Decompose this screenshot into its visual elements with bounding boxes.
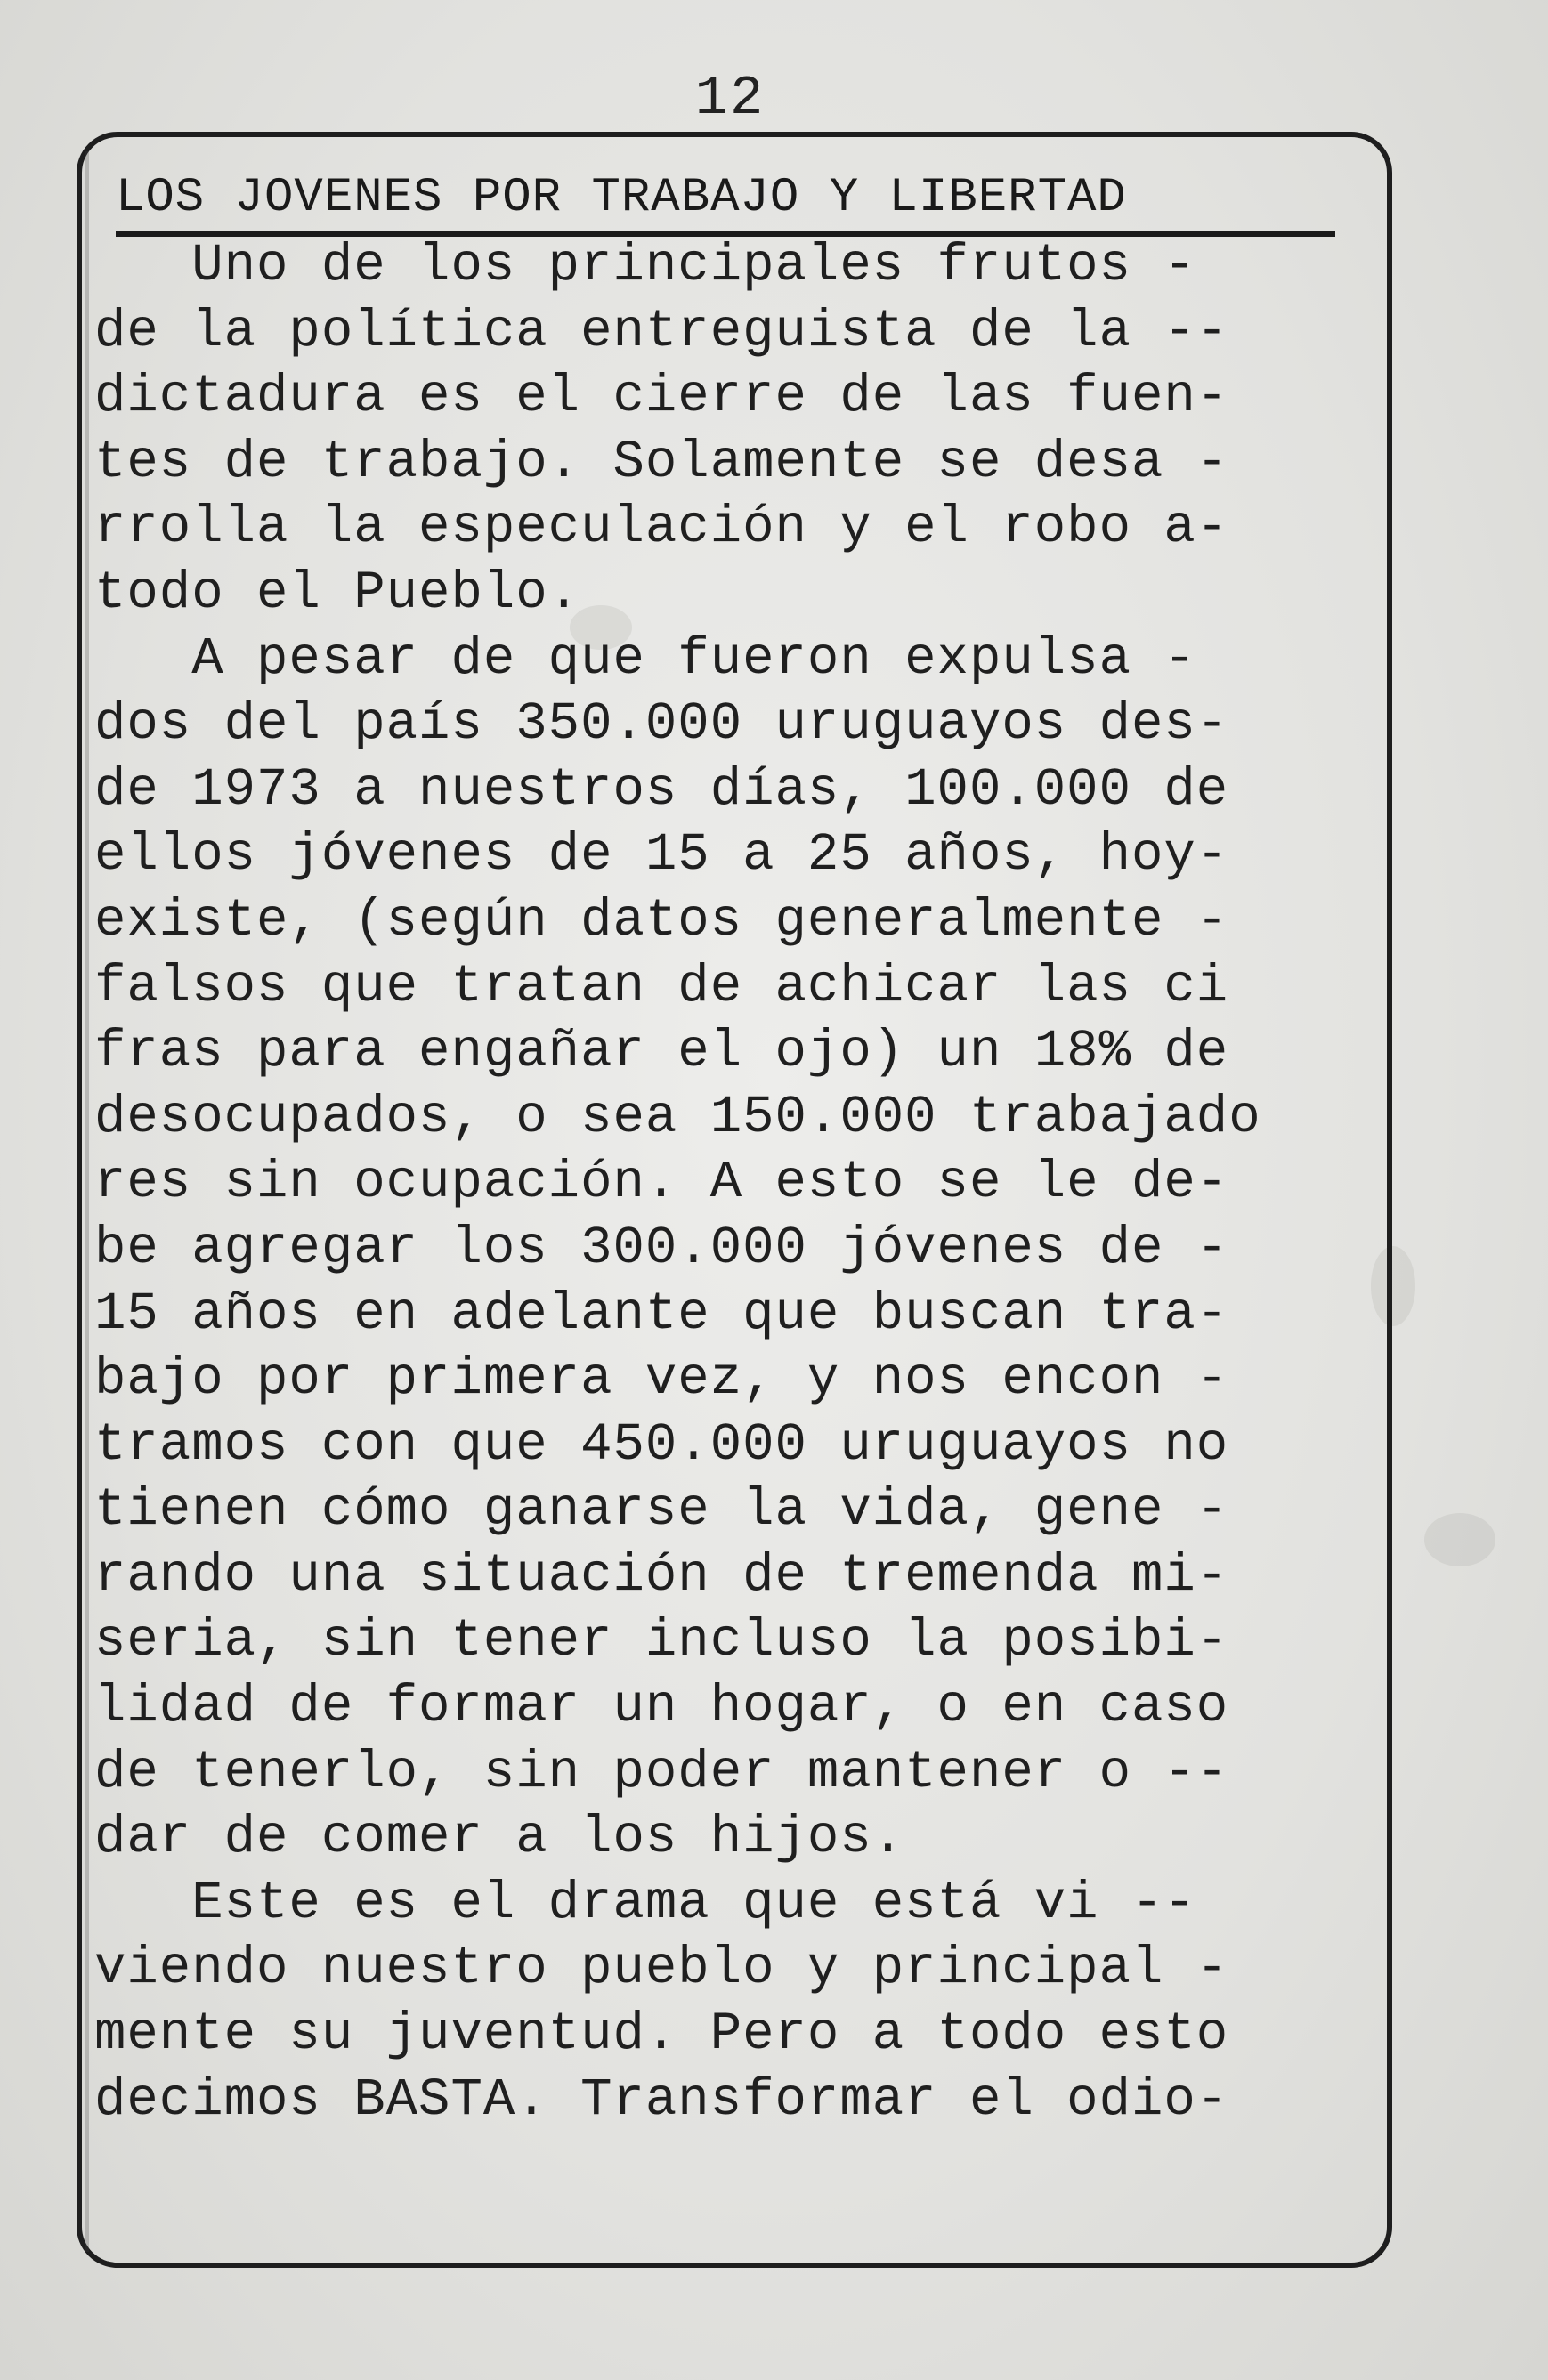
text-line: dar de comer a los hijos. [94,1808,905,1868]
article-body [94,233,1349,2133]
text-line: Este es el drama que está vi -- [94,1873,1196,1933]
text-line: seria, sin tener incluso la posibi- [94,1611,1229,1672]
text-line: A pesar de que fueron expulsa - [94,628,1196,689]
text-line: be agregar los 300.000 jóvenes de - [94,1218,1229,1278]
text-line: rando una situación de tremenda mi- [94,1545,1229,1606]
text-line: existe, (según datos generalmente - [94,890,1229,951]
paper-stain [1424,1513,1495,1566]
text-line: desocupados, o sea 150.000 trabajado [94,1087,1261,1147]
frame-shadow-line [85,151,89,2252]
text-line: de la política entreguista de la -- [94,301,1229,361]
text-line: todo el Pueblo. [94,563,581,623]
text-line: rrolla la especulación y el robo a- [94,498,1229,558]
text-line: Uno de los principales frutos - [94,236,1196,295]
text-line: dictadura es el cierre de las fuen- [94,367,1229,427]
text-line: ellos jóvenes de 15 a 25 años, hoy- [94,825,1229,886]
text-line: bajo por primera vez, y nos encon - [94,1349,1229,1410]
page-number: 12 [694,67,766,130]
text-line: 15 años en adelante que buscan tra- [94,1283,1229,1344]
text-line: tramos con que 450.000 uruguayos no [94,1414,1229,1475]
text-line: mente su juventud. Pero a todo esto [94,2004,1229,2065]
text-line: lidad de formar un hogar, o en caso [94,1677,1229,1737]
text-line: viendo nuestro pueblo y principal - [94,1939,1229,1999]
text-line: de 1973 a nuestros días, 100.000 de [94,759,1229,820]
text-line: dos del país 350.000 uruguayos des- [94,694,1229,755]
text-line: decimos BASTA. Transformar el odio- [94,2069,1229,2130]
text-line: falsos que tratan de achicar las ci [94,956,1229,1016]
text-line: fras para engañar el ojo) un 18% de [94,1022,1229,1082]
text-line: res sin ocupación. A esto se le de- [94,1153,1229,1213]
text-line: de tenerlo, sin poder mantener o -- [94,1742,1229,1802]
text-line: tienen cómo ganarse la vida, gene - [94,1480,1229,1541]
text-line: tes de trabajo. Solamente se desa - [94,432,1229,492]
article-title: LOS JOVENES POR TRABAJO Y LIBERTAD [116,169,1335,237]
